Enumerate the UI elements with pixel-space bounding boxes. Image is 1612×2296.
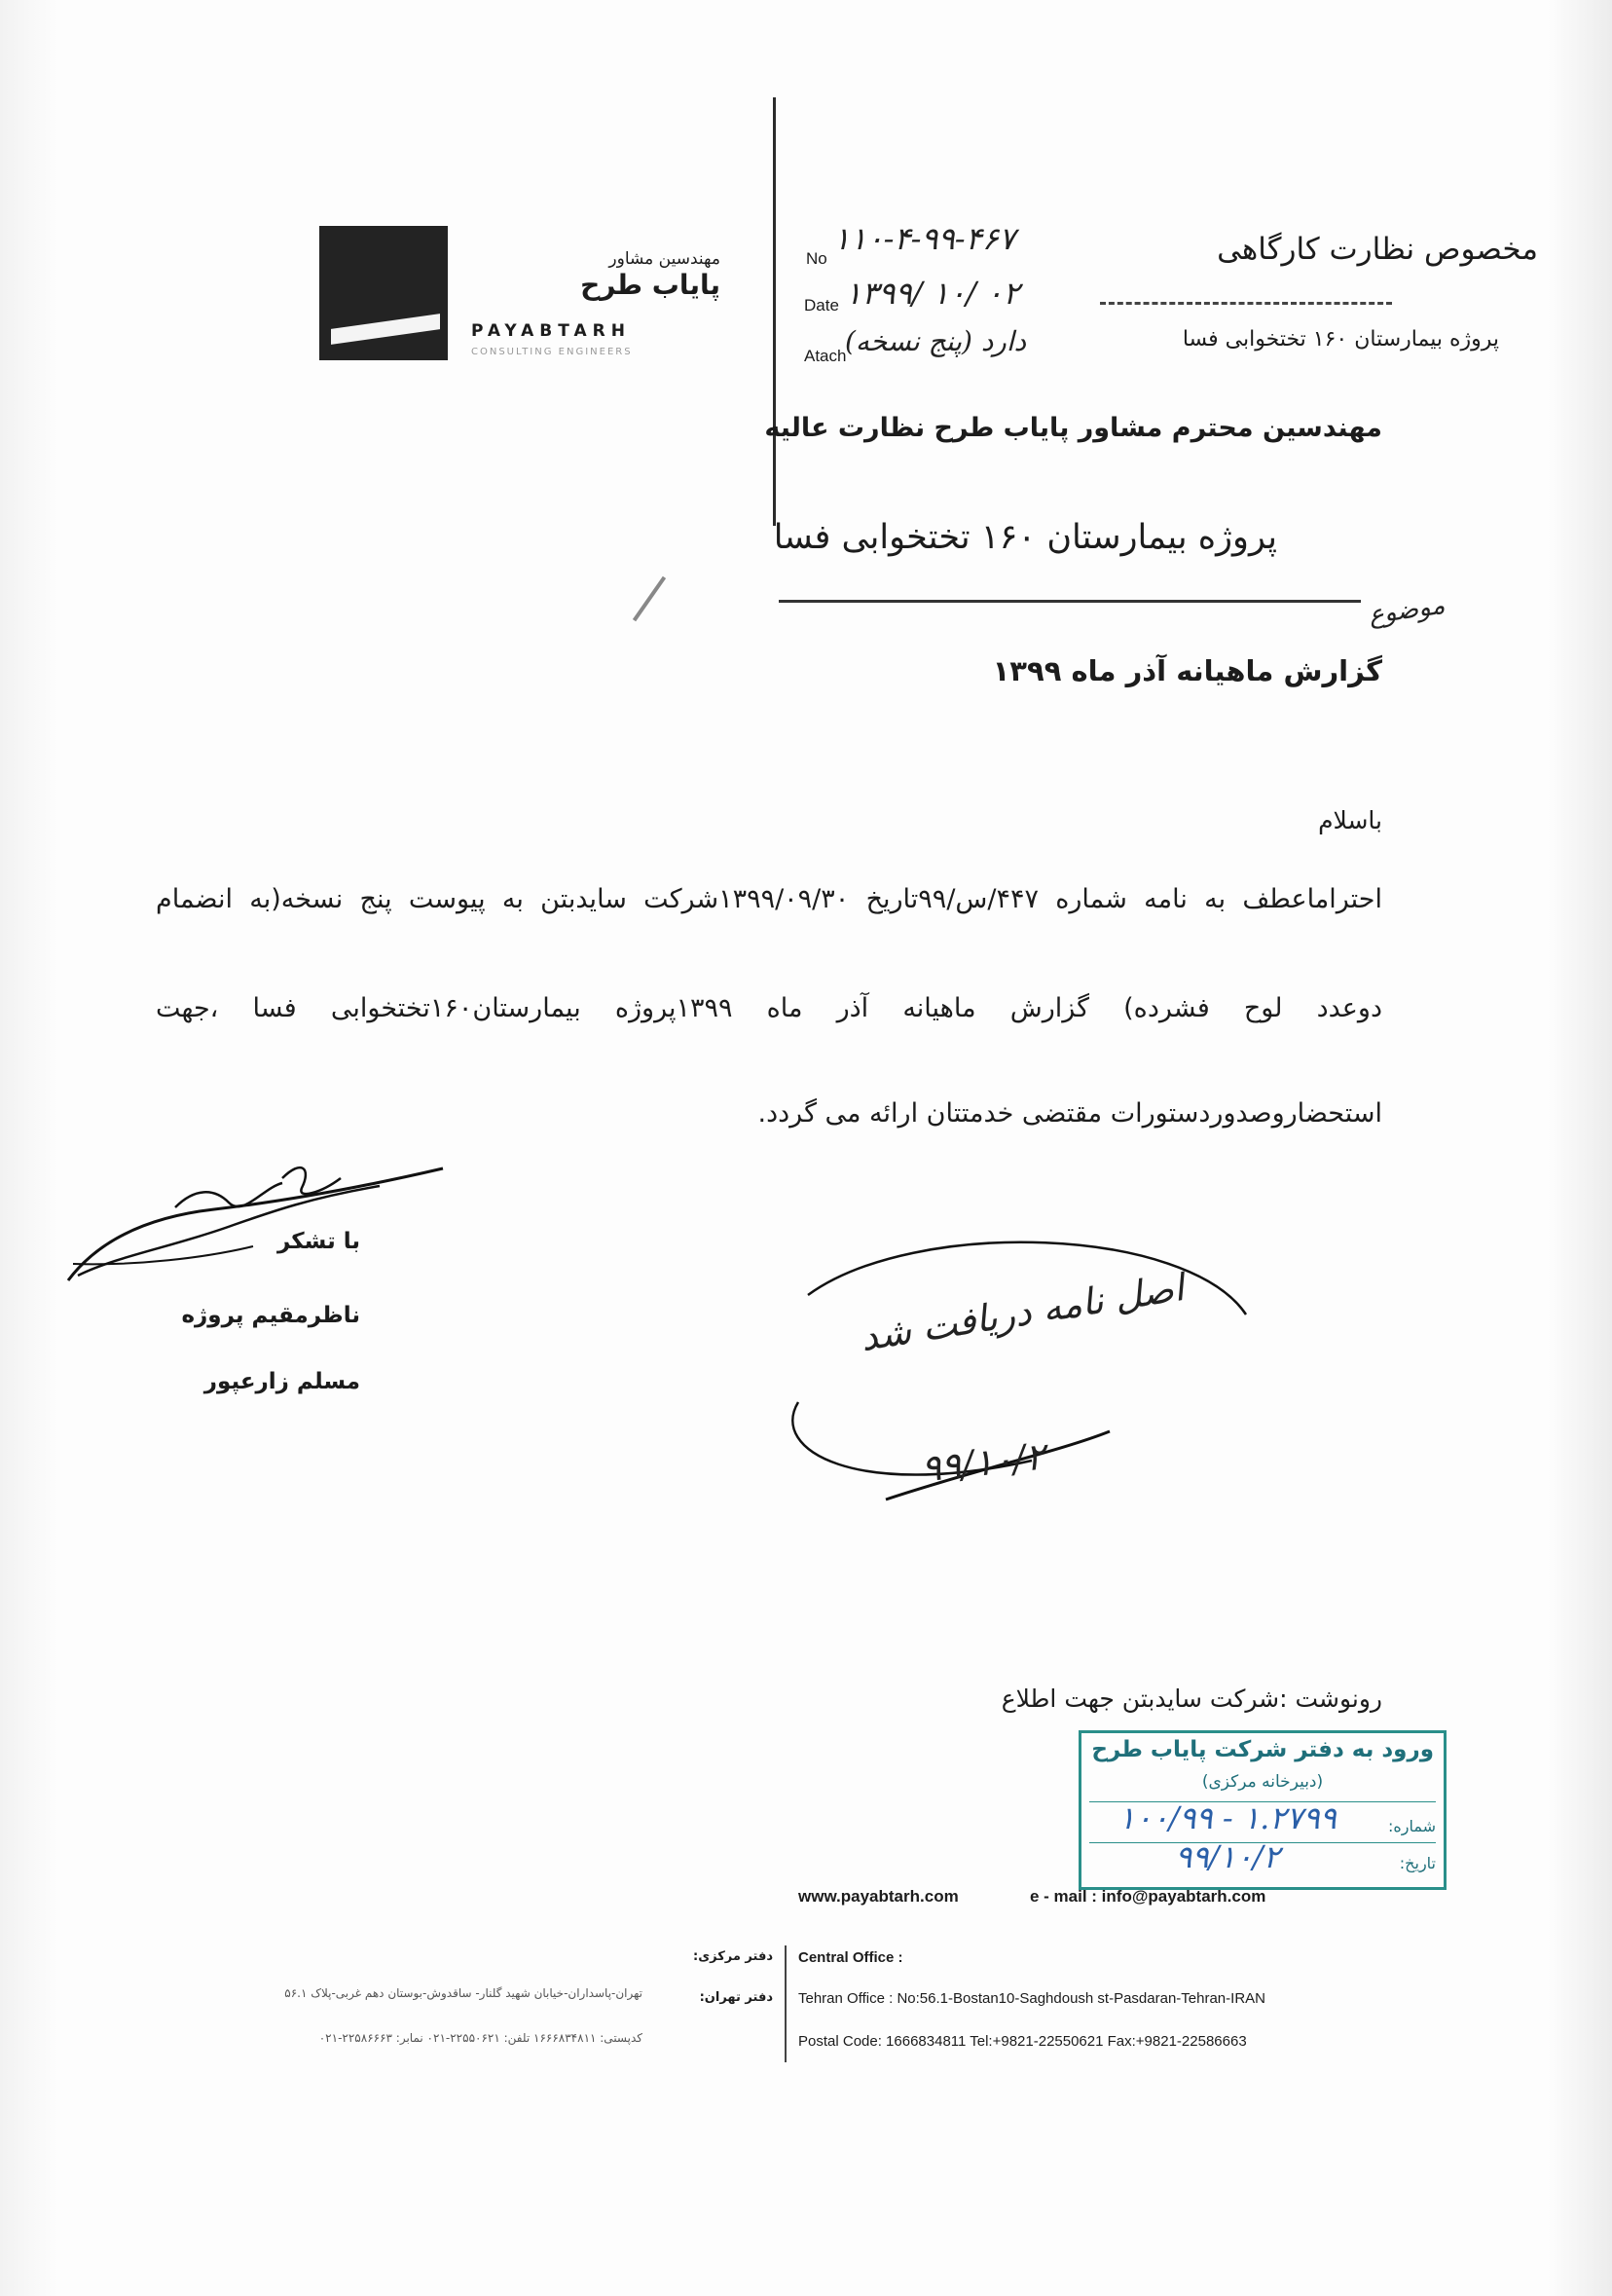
signature-left (58, 1149, 448, 1295)
footer-divider (785, 1945, 787, 2062)
attachment-label: Atach (804, 347, 847, 365)
subject-note: موضوع (1367, 590, 1447, 631)
footer-address-fa: تهران-پاسداران-خیابان شهید گلنار- ساقدوش-بوستان دهم غربی-پلاک ۵۶.۱ (284, 1986, 642, 2000)
subject: پروژه بیمارستان ۱۶۰ تختخوابی فسا (773, 518, 1277, 557)
footer-contact-fa: کدپستی: ۱۶۶۶۸۳۴۸۱۱ تلفن: ۲۲۵۵۰۶۲۱-۰۲۱ نمابر: ۲۲۵۸۶۶۶۳-۰۲۱ (318, 2031, 642, 2045)
footer-central-label-fa: دفتر مرکزی: (693, 1949, 773, 1964)
closing: با تشکر (276, 1229, 360, 1254)
carbon-copy: رونوشت :شرکت سایدبتن جهت اطلاع (1001, 1685, 1382, 1713)
subject-underline (779, 600, 1361, 603)
footer-tehran-label-fa: دفتر تهران: (699, 1990, 773, 2005)
logo-subtitle-fa: مهندسین مشاور (608, 249, 720, 269)
signer-name: مسلم زارعپور (203, 1369, 360, 1394)
date-value: ۱۳۹۹/ ۱۰/ ۰۲ (845, 275, 1020, 312)
header-divider (773, 97, 776, 526)
stamp-date-value: ۹۹/۱۰/۲ (1175, 1838, 1280, 1875)
dashed-rule (1100, 302, 1392, 305)
number-label: No (806, 249, 827, 268)
stamp-title: ورود به دفتر شرکت پایاب طرح (1091, 1737, 1434, 1762)
logo-tagline-en: CONSULTING ENGINEERS (471, 347, 633, 357)
greeting: باسلام (1318, 806, 1382, 834)
date-label: Date (804, 296, 839, 315)
stamp-subtitle: (دبیرخانه مرکزی) (1201, 1772, 1324, 1792)
body-line-2: دوعدد لوح فشرده) گزارش ماهیانه آذر ماه ۱۳۹۹پروژه بیمارستان۱۶۰تختخوابی فسا ،جهت (156, 993, 1382, 1023)
pen-mark (633, 576, 666, 622)
footer-central-office: Central Office : (798, 1949, 903, 1966)
supervision-header: مخصوص نظارت کارگاهی (1217, 232, 1538, 267)
logo-name-en: PAYABTARH (471, 321, 631, 341)
report-title: گزارش ماهیانه آذر ماه ۱۳۹۹ (992, 654, 1382, 687)
logo-name-fa: پایاب طرح (580, 269, 720, 301)
stamp-number-value: ۱۰۰/۹۹ - ۱.۲۷۹۹ (1118, 1799, 1337, 1836)
footer-tehran-office: Tehran Office : No:56.1-Bostan10-Saghdoush st-Pasdaran-Tehran-IRAN (798, 1990, 1265, 2007)
footer-website[interactable]: www.payabtarh.com (798, 1887, 959, 1906)
stamp-date-label: تاریخ: (1399, 1854, 1436, 1872)
attachment-value: دارد (پنج نسخه) (845, 325, 1027, 357)
body-line-1: احتراماعطف به نامه شماره ۴۴۷/س/۹۹تاریخ ۱۳۹۹/۰۹/۳۰شرکت سایدبتن به پیوست پنج نسخه(به انضمام (156, 884, 1382, 914)
stamp-number-label: شماره: (1387, 1817, 1436, 1835)
receipt-handwriting: اصل نامه دریافت شد (857, 1266, 1188, 1359)
body-line-3: استحضاروصدوردستورات مقتضی خدمتتان ارائه می گردد. (757, 1098, 1382, 1129)
addressee: مهندسین محترم مشاور پایاب طرح نظارت عالیه (764, 413, 1382, 443)
number-value: ۱۱۰-۴-۹۹-۴۶۷ (833, 220, 1016, 257)
registry-stamp (1079, 1730, 1447, 1890)
footer-email[interactable]: e - mail : info@payabtarh.com (1030, 1887, 1266, 1906)
receipt-date: ۹۹/۱۰/۲ (919, 1434, 1047, 1491)
footer-postal: Postal Code: 1666834811 Tel:+9821-22550621 Fax:+9821-22586663 (798, 2033, 1247, 2050)
signer-title: ناظرمقیم پروژه (181, 1303, 360, 1328)
project-name-header: پروژه بیمارستان ۱۶۰ تختخوابی فسا (1182, 327, 1499, 352)
